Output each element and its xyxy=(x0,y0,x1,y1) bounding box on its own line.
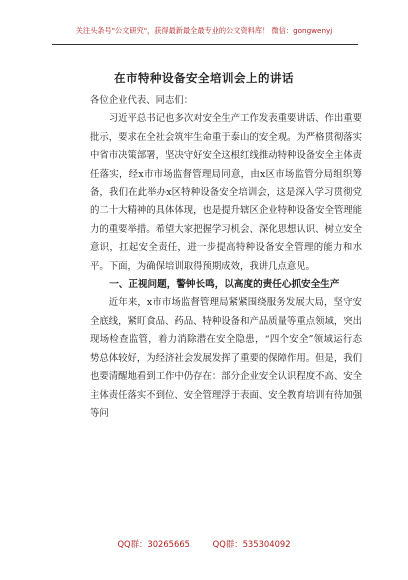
document-title: 在市特种设备安全培训会上的讲话 xyxy=(114,71,294,85)
footer-qq-group-1: QQ群：30265665 xyxy=(117,539,190,549)
paragraph-section-1: 近年来，x市市场监督管理局紧紧围绕服务发展大局，坚守安全底线，紧盯食品、药品、特种设备和产品质量等重点领域，突出现场检查监管，着力消除潜在安全隐患，“四个安全”领域运行态势总体较好，为经济社会发展发挥了重要的保障作用。但是，我们也要清醒地看到工作中仍存在：部分企业安全认识程度不高、安全主体责任落实不到位、安全管理浮于表面、安全教育培训有待加强等问 xyxy=(90,297,362,419)
section-heading-1: 一、正视问题，警钟长鸣，以高度的责任心抓安全生产 xyxy=(109,279,340,291)
paragraph-intro: 习近平总书记也多次对安全生产工作发表重要讲话、作出重要批示，要求在全社会筑牢生命重于泰山的安全观。为严格贯彻落实中省市决策部署，坚决守好安全这根红线推动特种设备安全主体责任落实，经x市市场监督管理局同意，由x区市场监管分局组织筹备，我们在此举办x区特种设备安全培训会，这是深入学习贯彻党的二十大精神的具体体现，也是提升辖区企业特种设备安全管理能力的重要举措。希望大家把握学习机会、深化思想认识、树立安全意识，扛起安全责任，进一步提高特种设备安全管理的能力和水平。下面，为确保培训取得预期成效，我讲几点意见。 xyxy=(90,113,362,272)
footer-contacts xyxy=(0,538,408,550)
document-body xyxy=(90,92,362,423)
footer-qq-group-2: QQ群：535304092 xyxy=(212,539,291,549)
header-promo-note: 关注头条号"公文研究"，获得最新最全最专业的公文资料库！ 微信：gongwenyj xyxy=(75,26,333,35)
salutation: 各位企业代表、同志们： xyxy=(90,95,194,106)
header-divider xyxy=(52,44,358,45)
